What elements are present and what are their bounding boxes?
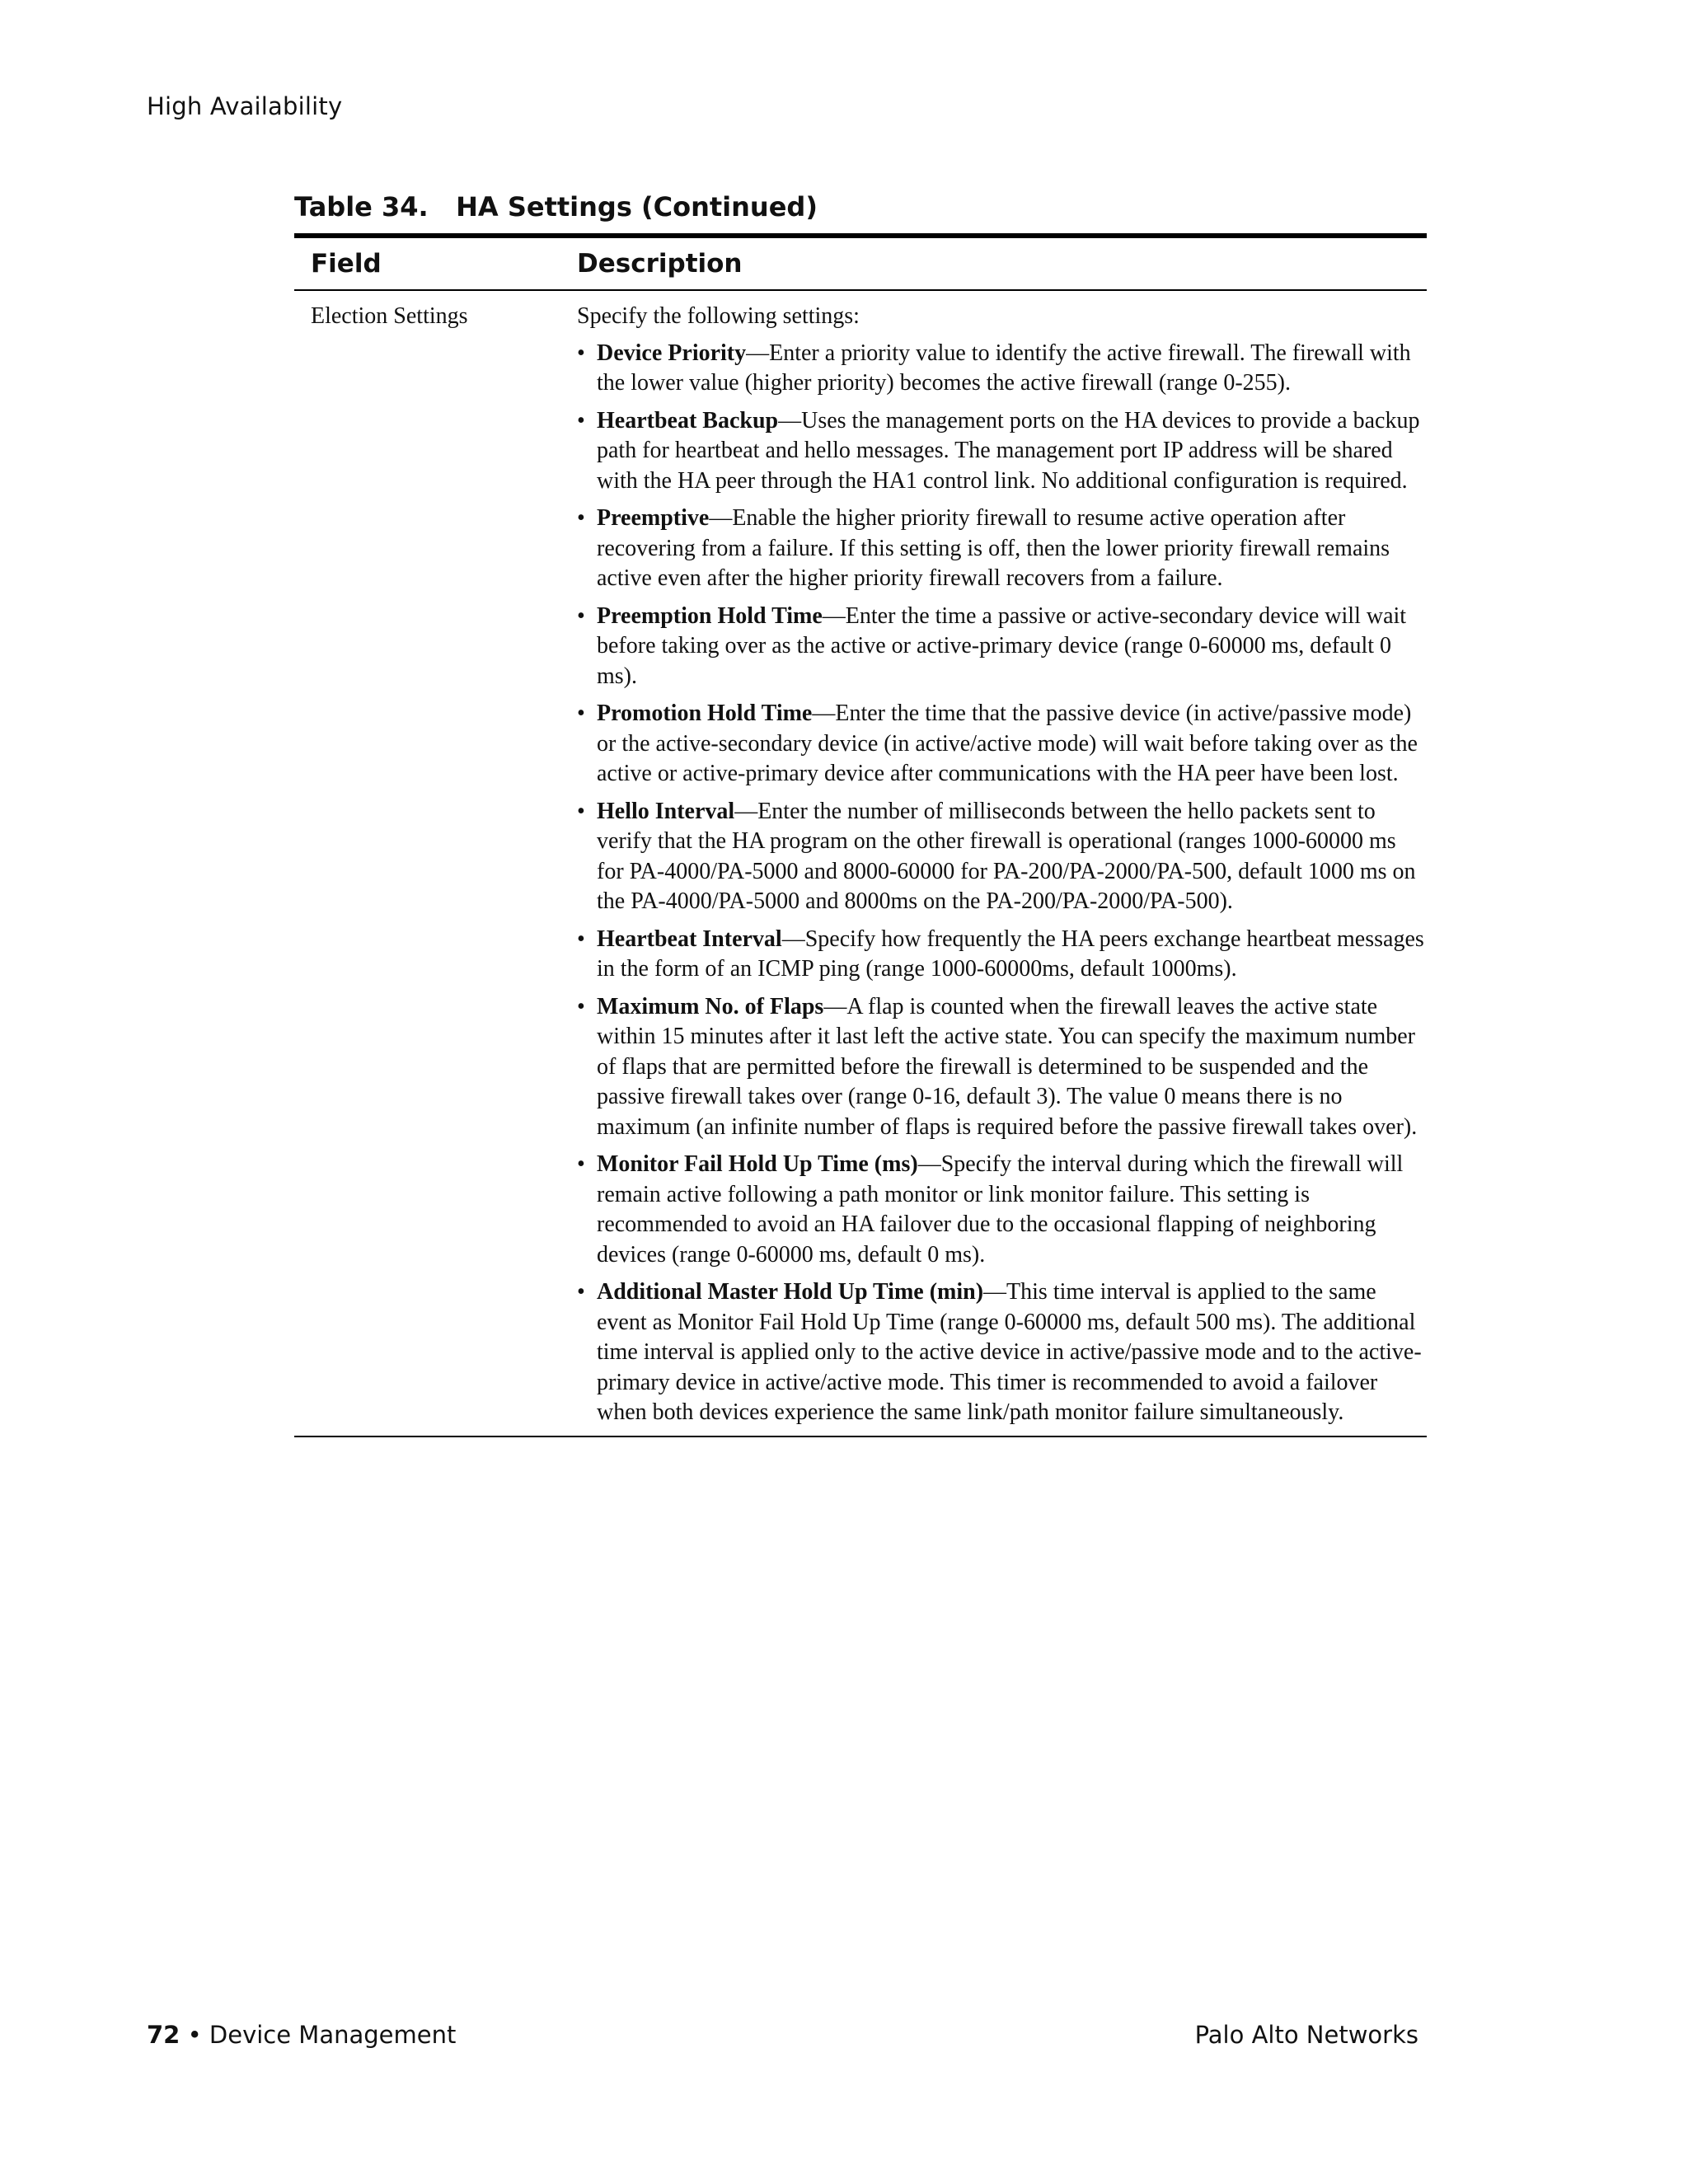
list-item xyxy=(577,504,1427,594)
setting-term: Maximum No. of Flaps xyxy=(597,993,824,1019)
column-header-description: Description xyxy=(577,249,743,279)
setting-description: —Enter the time a passive or active-secondary device will wait before taking over as the active or active-primary device (range 0-60000 ms, default 0 ms). xyxy=(597,602,1407,689)
list-item xyxy=(577,699,1427,790)
setting-description: —Enable the higher priority firewall to resume active operation after recovering from a failure. If this setting is off, then the lower priority firewall remains active even after the higher priority firewall recovers from a failure. xyxy=(597,505,1390,591)
setting-term: Monitor Fail Hold Up Time (ms) xyxy=(597,1151,918,1177)
list-item xyxy=(577,339,1427,399)
list-item xyxy=(577,406,1427,497)
setting-term: Hello Interval xyxy=(597,798,735,824)
list-item xyxy=(577,1150,1427,1270)
table-header-row xyxy=(294,238,1427,289)
list-item xyxy=(577,797,1427,917)
setting-term: Heartbeat Backup xyxy=(597,407,779,434)
field-cell: Election Settings xyxy=(311,303,468,329)
list-item xyxy=(577,1277,1427,1428)
setting-term: Additional Master Hold Up Time (min) xyxy=(597,1279,984,1305)
description-cell xyxy=(577,302,1427,1428)
table-row xyxy=(294,291,1427,1436)
ha-settings-table xyxy=(294,233,1427,1437)
setting-description: —A flap is counted when the firewall leaves the active state within 15 minutes after it last left the active state. You can specify the maximum number of flaps that are permitted before the firewall is determined to be suspended and the passive firewall takes over (range 0-16, default 3). The value 0 means there is no maximum (an infinite number of flaps is required before the passive firewall takes over). xyxy=(597,993,1418,1140)
setting-description: —Specify the interval during which the firewall will remain active following a path monitor or link monitor failure. This setting is recommended to avoid an HA failover due to the occasional flapping of neighboring devices (range 0-60000 ms, default 0 ms). xyxy=(597,1151,1404,1268)
chapter-name: • Device Management xyxy=(180,2021,457,2049)
setting-description: —Uses the management ports on the HA devices to provide a backup path for heartbeat and hello messages. The management port IP address will be shared with the HA peer through the HA1 control link. No additional configuration is required. xyxy=(597,407,1420,494)
setting-term: Preemptive xyxy=(597,505,710,531)
running-header: High Availability xyxy=(147,92,343,120)
table-bottom-rule xyxy=(294,1436,1427,1437)
setting-term: Promotion Hold Time xyxy=(597,701,813,726)
setting-term: Device Priority xyxy=(597,340,747,366)
page-number: 72 xyxy=(147,2021,181,2049)
footer-left xyxy=(147,2021,456,2049)
settings-list xyxy=(577,339,1427,1428)
setting-description: —Enter a priority value to identify the active firewall. The firewall with the lower value (higher priority) becomes the active firewall (range 0-255). xyxy=(597,340,1411,396)
setting-description: —Enter the time that the passive device (in active/passive mode) or the active-secondary device (in active/active mode) will wait before taking over as the active or active-primary device after communications with the HA peer have been lost. xyxy=(597,701,1418,786)
list-item xyxy=(577,602,1427,692)
setting-description: —Enter the number of milliseconds between the hello packets sent to verify that the HA program on the other firewall is operational (ranges 1000-60000 ms for PA-4000/PA-5000 and 8000-60000 for PA-200/PA-2000/PA-500, default 1000 ms on the PA-4000/PA-5000 and 8000ms on the PA-200/PA-2000/PA-500). xyxy=(597,798,1416,914)
list-item xyxy=(577,925,1427,985)
footer-company: Palo Alto Networks xyxy=(1194,2021,1418,2049)
setting-description: —Specify how frequently the HA peers exchange heartbeat messages in the form of an ICMP ping (range 1000-60000ms, default 1000ms). xyxy=(597,926,1424,982)
description-intro: Specify the following settings: xyxy=(577,303,860,329)
setting-description: —This time interval is applied to the same event as Monitor Fail Hold Up Time (range 0-60000 ms, default 500 ms). The additional time interval is applied only to the active device in active/passive mode and to the active-primary device in active/active mode. This timer is recommended to avoid a failover when both devices experience the same link/path monitor failure simultaneously. xyxy=(597,1279,1422,1425)
setting-term: Heartbeat Interval xyxy=(597,926,782,952)
setting-term: Preemption Hold Time xyxy=(597,602,823,629)
list-item xyxy=(577,992,1427,1143)
table-caption: Table 34. HA Settings (Continued) xyxy=(294,191,818,223)
column-header-field: Field xyxy=(311,249,382,279)
